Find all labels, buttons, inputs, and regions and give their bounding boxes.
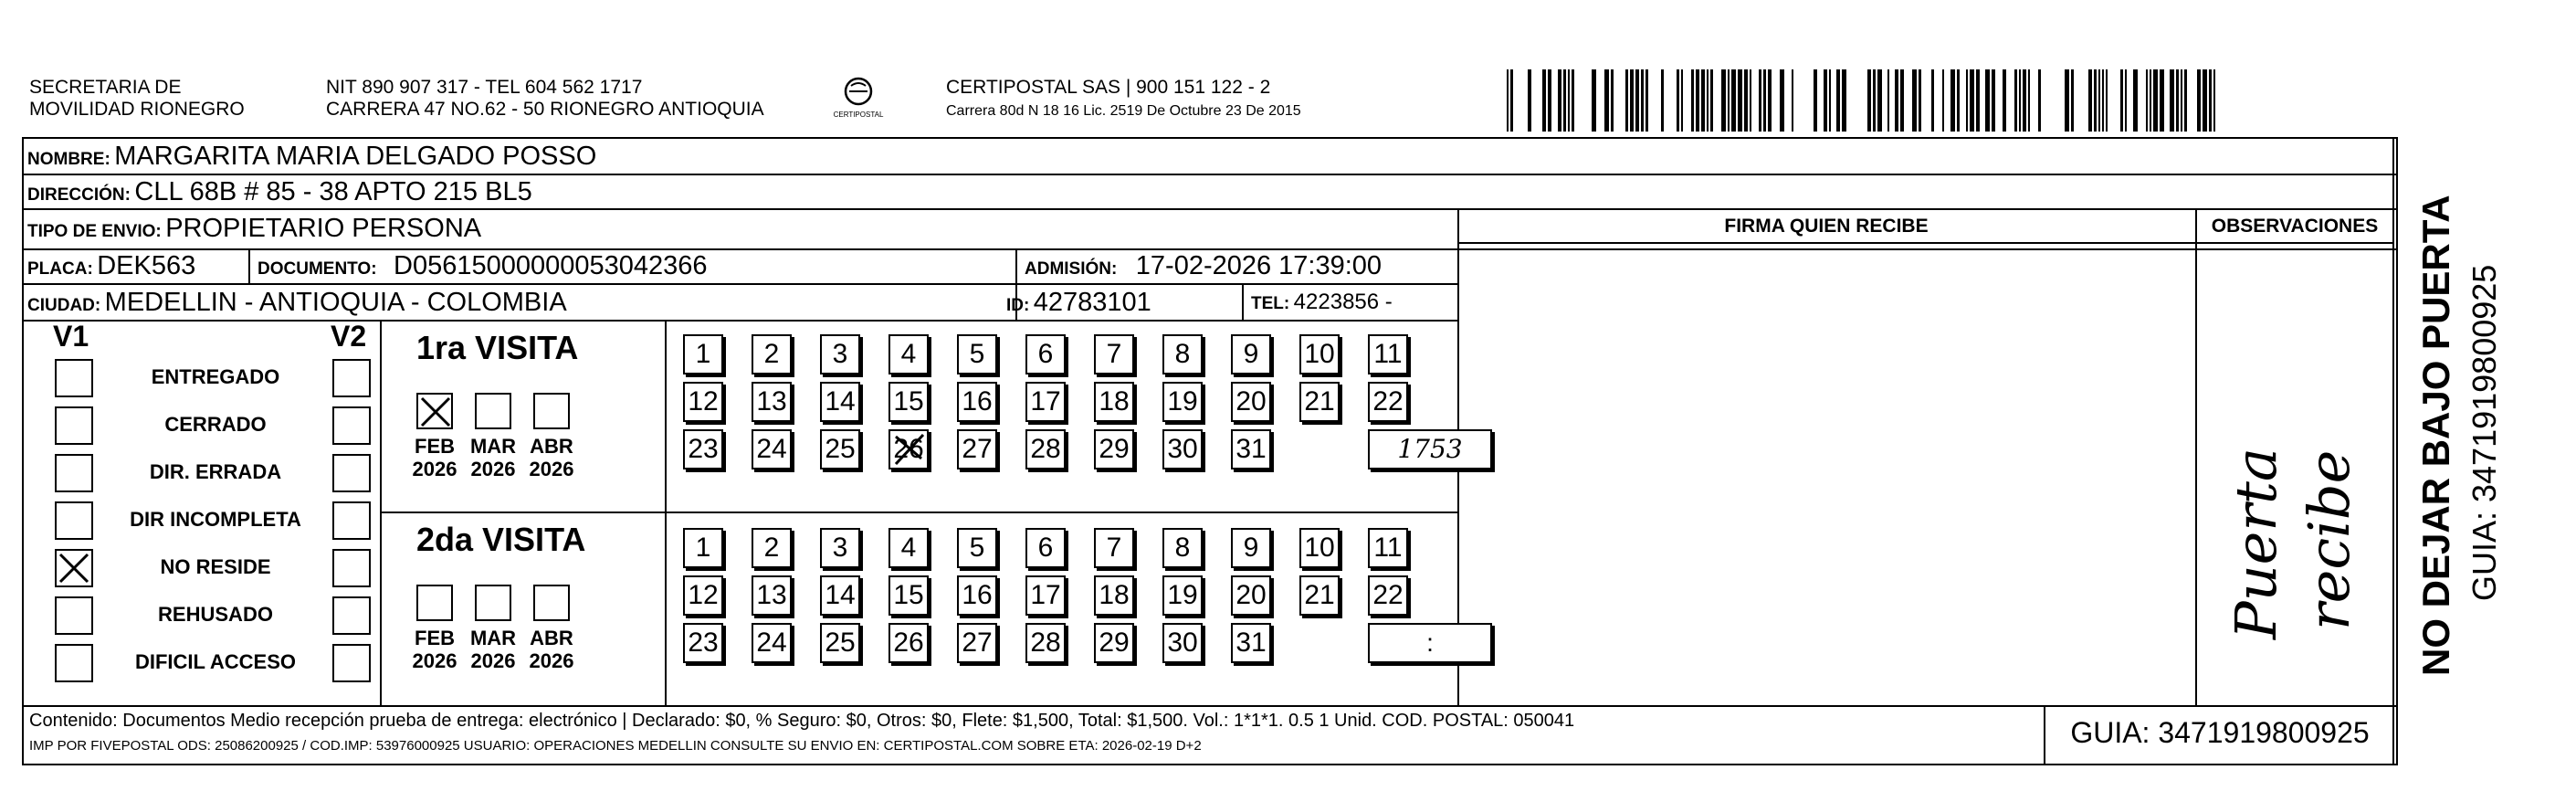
first-visit-title: 1ra VISITA: [416, 329, 579, 366]
barcode-bar: [1873, 69, 1876, 132]
barcode-bar: [2003, 69, 2006, 132]
barcode-bar: [1661, 69, 1664, 132]
placa-value: DEK563: [97, 251, 196, 280]
barcode-bar: [1738, 69, 1742, 132]
nombre-value: MARGARITA MARIA DELGADO POSSO: [114, 142, 597, 171]
barcode-bar: [1528, 69, 1531, 132]
barcode-bar: [1721, 69, 1726, 132]
barcode-bar: [2197, 69, 2201, 132]
barcode-bar: [1976, 69, 1980, 132]
barcode-bar: [1985, 69, 1990, 132]
v2-checkbox[interactable]: [332, 359, 371, 397]
month-checkbox[interactable]: [475, 585, 511, 621]
barcode-bar: [2120, 69, 2123, 132]
day-box[interactable]: 29: [1094, 623, 1134, 663]
day-box[interactable]: 13: [752, 382, 792, 422]
v1-checkbox[interactable]: [55, 644, 93, 682]
day-box[interactable]: 17: [1025, 382, 1066, 422]
month-label: [520, 627, 584, 672]
day-box[interactable]: 3: [820, 528, 860, 568]
barcode-bar: [2184, 69, 2187, 132]
barcode-bar: [2094, 69, 2097, 132]
barcode-bar: [2176, 69, 2179, 132]
day-box[interactable]: 12: [683, 382, 723, 422]
barcode-bar: [2071, 69, 2074, 132]
side-warning: NO DEJAR BAJO PUERTA: [2414, 195, 2457, 676]
barcode-bar: [2203, 69, 2207, 132]
v2-checkbox[interactable]: [332, 501, 371, 540]
day-box[interactable]: 31: [1231, 623, 1271, 663]
barcode-bar: [1829, 69, 1831, 132]
barcode-bar: [1542, 69, 1546, 132]
day-box[interactable]: 27: [957, 429, 997, 469]
day-box[interactable]: 6: [1025, 334, 1066, 374]
nit-line: NIT 890 907 317 - TEL 604 562 1717: [326, 77, 643, 98]
day-box[interactable]: 28: [1025, 623, 1066, 663]
barcode-bar: [1966, 69, 1968, 132]
barcode-bar: [2146, 69, 2148, 132]
admision-value: 17-02-2026 17:39:00: [1135, 251, 1383, 280]
certipostal-logo: [833, 75, 884, 122]
barcode-bar: [1728, 69, 1730, 132]
handwritten-note-puerta: Puerta: [2223, 448, 2289, 639]
day-box[interactable]: 8: [1162, 528, 1203, 568]
documento-value: D05615000000053042366: [394, 251, 708, 280]
barcode-bar: [1887, 69, 1889, 132]
issuer-line2: MOVILIDAD RIONEGRO: [29, 99, 245, 120]
barcode-bar: [1510, 69, 1513, 132]
barcode-bar: [2160, 69, 2164, 132]
status-label: DIFICIL ACCESO: [134, 650, 296, 673]
v1-checkbox[interactable]: [55, 596, 93, 635]
month-year: 2026: [412, 458, 457, 480]
day-box[interactable]: 13: [752, 575, 792, 616]
barcode-bar: [1677, 69, 1679, 132]
barcode-bar: [1572, 69, 1574, 132]
month-name: ABR: [530, 627, 573, 649]
side-guia: GUIA: 3471919800925: [2466, 264, 2503, 601]
barcode-bar: [1696, 69, 1699, 132]
barcode-bar: [2028, 69, 2030, 132]
logo-text: CERTIPOSTAL: [833, 111, 884, 119]
direccion-row: [27, 175, 532, 213]
month-checkbox[interactable]: [416, 393, 453, 429]
v1-label: V1: [53, 320, 89, 353]
barcode-bar: [1558, 69, 1561, 132]
barcode-bar: [2170, 69, 2174, 132]
admision-label: ADMISIÓN:: [1025, 259, 1118, 279]
barcode-bar: [1731, 69, 1736, 132]
day-box[interactable]: 25: [820, 623, 860, 663]
barcode-bar: [1763, 69, 1766, 132]
barcode-bar: [1548, 69, 1551, 132]
status-label: ENTREGADO: [151, 365, 280, 388]
barcode-bar: [1744, 69, 1748, 132]
barcode-bar: [2098, 69, 2100, 132]
day-box[interactable]: 21: [1299, 575, 1340, 616]
barcode-bar: [2014, 69, 2017, 132]
barcode-bar: [1750, 69, 1751, 132]
day-box[interactable]: 1: [683, 334, 723, 374]
day-box[interactable]: 2: [752, 528, 792, 568]
placa-label: PLACA:: [27, 259, 93, 279]
v1-checkbox[interactable]: [55, 501, 93, 540]
contenido-line: Contenido: Documentos Medio recepción prueba de entrega: electrónico | Declarado: $0, % Seguro: $0, Otros: $0, Flete: $1,500, Total: $1,500. Vol.: 1*1*1. 0.5 1 Unid. COD. POSTAL: 050041: [29, 711, 1575, 731]
barcode-bar: [1824, 69, 1827, 132]
logo-mark-icon: [833, 75, 884, 122]
day-box[interactable]: 28: [1025, 429, 1066, 469]
day-box[interactable]: 23: [683, 623, 723, 663]
barcode-bar: [1592, 69, 1596, 132]
month-name: MAR: [469, 627, 517, 649]
barcode-bar: [2106, 69, 2108, 132]
day-box[interactable]: 29: [1094, 429, 1134, 469]
day-box[interactable]: 25: [820, 429, 860, 469]
observaciones-note-2: [2274, 347, 2365, 649]
month-label: [403, 627, 467, 672]
month-checkbox[interactable]: [416, 585, 453, 621]
day-box[interactable]: 15: [888, 575, 929, 616]
day-box[interactable]: 14: [820, 575, 860, 616]
barcode-bar: [1635, 69, 1639, 132]
barcode-bar: [2065, 69, 2069, 132]
barcode-bar: [1625, 69, 1628, 132]
barcode-bar: [2133, 69, 2138, 132]
ciudad-field: [27, 286, 567, 323]
barcode-bar: [1604, 69, 1609, 132]
status-label: DIR. ERRADA: [149, 460, 282, 483]
month-label: [520, 435, 584, 480]
v2-label: V2: [331, 320, 367, 353]
barcode: [1496, 69, 2226, 135]
barcode-bar: [1942, 69, 1944, 132]
v2-checkbox[interactable]: [332, 644, 371, 682]
barcode-bar: [1701, 69, 1705, 132]
barcode-bar: [1867, 69, 1871, 132]
status-label: DIR INCOMPLETA: [130, 508, 301, 531]
day-box[interactable]: 24: [752, 429, 792, 469]
day-box[interactable]: 11: [1368, 528, 1408, 568]
barcode-bar: [1912, 69, 1917, 132]
time-box[interactable]: 1753: [1368, 429, 1492, 469]
documento-label: DOCUMENTO:: [258, 259, 377, 279]
x-mark-icon: [57, 551, 91, 585]
month-name: ABR: [530, 435, 573, 458]
barcode-bar: [1877, 69, 1882, 132]
v1-checkbox[interactable]: [55, 454, 93, 492]
time-box[interactable]: :: [1368, 623, 1492, 663]
barcode-bar: [1895, 69, 1898, 132]
month-year: 2026: [470, 649, 516, 672]
barcode-bar: [1641, 69, 1644, 132]
barcode-bar: [1814, 69, 1817, 132]
barcode-bar: [2088, 69, 2092, 132]
day-box[interactable]: 31: [1231, 429, 1271, 469]
day-box[interactable]: 3: [820, 334, 860, 374]
x-mark-icon: [418, 395, 453, 429]
day-box[interactable]: 12: [683, 575, 723, 616]
day-box[interactable]: 11: [1368, 334, 1408, 374]
day-box[interactable]: 18: [1094, 382, 1134, 422]
barcode-bar: [1759, 69, 1761, 132]
month-label: [403, 435, 467, 480]
id-value: 42783101: [1033, 288, 1151, 317]
day-box[interactable]: 22: [1368, 575, 1408, 616]
day-box[interactable]: 14: [820, 382, 860, 422]
barcode-bar: [1780, 69, 1784, 132]
day-box[interactable]: 9: [1231, 528, 1271, 568]
month-checkbox[interactable]: [533, 393, 570, 429]
day-box[interactable]: 21: [1299, 382, 1340, 422]
barcode-bar: [1919, 69, 1921, 132]
barcode-bar: [1611, 69, 1614, 132]
day-box[interactable]: 26: [888, 429, 929, 469]
month-year: 2026: [529, 458, 574, 480]
barcode-bar: [1957, 69, 1960, 132]
barcode-bar: [1507, 69, 1509, 132]
month-name: MAR: [469, 435, 517, 458]
month-year: 2026: [529, 649, 574, 672]
barcode-bar: [1970, 69, 1974, 132]
direccion-label: DIRECCIÓN:: [27, 185, 131, 205]
firma-header: FIRMA QUIEN RECIBE: [1724, 216, 1929, 237]
courier-line2: Carrera 80d N 18 16 Lic. 2519 De Octubre 23 De 2015: [946, 103, 1301, 119]
v2-checkbox[interactable]: [332, 406, 371, 445]
day-box[interactable]: 9: [1231, 334, 1271, 374]
day-box[interactable]: 6: [1025, 528, 1066, 568]
barcode-bar: [2125, 69, 2127, 132]
day-box[interactable]: 10: [1299, 528, 1340, 568]
issuer-line1: SECRETARIA DE: [29, 77, 182, 98]
day-box[interactable]: 16: [957, 382, 997, 422]
day-box[interactable]: 7: [1094, 528, 1134, 568]
handwritten-note-recibe: recibe: [2296, 449, 2362, 630]
observaciones-header: OBSERVACIONES: [2211, 216, 2379, 237]
status-label: CERRADO: [164, 413, 267, 436]
admision-field: [1025, 249, 1382, 287]
courier-line1: CERTIPOSTAL SAS | 900 151 122 - 2: [946, 77, 1271, 98]
month-label: [461, 627, 525, 672]
barcode-bar: [2181, 69, 2182, 132]
day-box[interactable]: 4: [888, 528, 929, 568]
nombre-label: NOMBRE:: [27, 150, 110, 169]
v1-checkbox[interactable]: [55, 359, 93, 397]
day-box[interactable]: 15: [888, 382, 929, 422]
day-box[interactable]: 22: [1368, 382, 1408, 422]
ciudad-value: MEDELLIN - ANTIOQUIA - COLOMBIA: [104, 288, 567, 317]
day-box[interactable]: 10: [1299, 334, 1340, 374]
v1-checkbox[interactable]: [55, 406, 93, 445]
day-box[interactable]: 2: [752, 334, 792, 374]
day-box[interactable]: 17: [1025, 575, 1066, 616]
documento-field: [258, 249, 708, 287]
direccion-value: CLL 68B # 85 - 38 APTO 215 BL5: [134, 177, 532, 206]
day-box[interactable]: 4: [888, 334, 929, 374]
day-box[interactable]: 30: [1162, 429, 1203, 469]
month-year: 2026: [470, 458, 516, 480]
day-box[interactable]: 19: [1162, 575, 1203, 616]
placa-field: [27, 249, 195, 287]
tipo-label: TIPO DE ENVIO:: [27, 222, 162, 241]
barcode-bar: [2019, 69, 2021, 132]
barcode-bar: [2038, 69, 2041, 132]
day-box[interactable]: 16: [957, 575, 997, 616]
barcode-bar: [2102, 69, 2104, 132]
barcode-bar: [1630, 69, 1634, 132]
strike-mark-icon: [890, 431, 927, 468]
barcode-bar: [1645, 69, 1648, 132]
day-box[interactable]: 24: [752, 623, 792, 663]
month-year: 2026: [412, 649, 457, 672]
tipo-value: PROPIETARIO PERSONA: [165, 214, 482, 243]
tel-value: 4223856 -: [1293, 290, 1393, 314]
day-box[interactable]: 26: [888, 623, 929, 663]
barcode-bar: [1691, 69, 1694, 132]
day-box[interactable]: 5: [957, 528, 997, 568]
barcode-bar: [1900, 69, 1904, 132]
barcode-bar: [1568, 69, 1570, 132]
guia-footer: GUIA: 3471919800925: [2070, 716, 2370, 749]
v2-checkbox[interactable]: [332, 549, 371, 587]
day-box[interactable]: 18: [1094, 575, 1134, 616]
v2-checkbox[interactable]: [332, 596, 371, 635]
second-visit-title: 2da VISITA: [416, 521, 586, 558]
day-box[interactable]: 5: [957, 334, 997, 374]
imp-line: IMP POR FIVEPOSTAL ODS: 25086200925 / COD.IMP: 53976000925 USUARIO: OPERACIONES MEDELLIN CONSULTE SU ENVIO EN: CERTIPOSTAL.COM SOBRE ETA: 2026-02-19 D+2: [29, 738, 1202, 754]
day-box[interactable]: 30: [1162, 623, 1203, 663]
barcode-bar: [1950, 69, 1955, 132]
month-checkbox[interactable]: [533, 585, 570, 621]
barcode-bar: [1681, 69, 1683, 132]
tipo-row: [27, 212, 481, 249]
barcode-bar: [2150, 69, 2151, 132]
month-label: [461, 435, 525, 480]
barcode-bar: [2213, 69, 2215, 132]
day-box[interactable]: 27: [957, 623, 997, 663]
barcode-bar: [1563, 69, 1566, 132]
month-checkbox[interactable]: [475, 393, 511, 429]
month-name: FEB: [415, 435, 455, 458]
day-box[interactable]: 20: [1231, 575, 1271, 616]
barcode-bar: [1792, 69, 1793, 132]
barcode-bar: [1707, 69, 1709, 132]
status-label: NO RESIDE: [160, 555, 271, 578]
address-line: CARRERA 47 NO.62 - 50 RIONEGRO ANTIOQUIA: [326, 99, 764, 120]
day-box[interactable]: 23: [683, 429, 723, 469]
barcode-bar: [1992, 69, 1995, 132]
ciudad-label: CIUDAD:: [27, 296, 101, 315]
day-box[interactable]: 19: [1162, 382, 1203, 422]
day-box[interactable]: 20: [1231, 382, 1271, 422]
day-box[interactable]: 1: [683, 528, 723, 568]
nombre-row: [27, 140, 596, 177]
barcode-bar: [1768, 69, 1772, 132]
tel-label: TEL:: [1251, 294, 1290, 313]
barcode-bar: [1836, 69, 1840, 132]
status-label: REHUSADO: [158, 603, 273, 626]
barcode-bar: [2153, 69, 2158, 132]
barcode-bar: [2209, 69, 2212, 132]
id-label: ID:: [1006, 296, 1030, 315]
v2-checkbox[interactable]: [332, 454, 371, 492]
barcode-bar: [1931, 69, 1934, 132]
barcode-bar: [1842, 69, 1846, 132]
day-box[interactable]: 7: [1094, 334, 1134, 374]
v1-checkbox[interactable]: [55, 549, 93, 587]
day-box[interactable]: 8: [1162, 334, 1203, 374]
tel-field: [1251, 286, 1393, 322]
barcode-bar: [2023, 69, 2026, 132]
id-field: [1006, 286, 1151, 323]
barcode-bar: [1710, 69, 1713, 132]
month-name: FEB: [415, 627, 455, 649]
